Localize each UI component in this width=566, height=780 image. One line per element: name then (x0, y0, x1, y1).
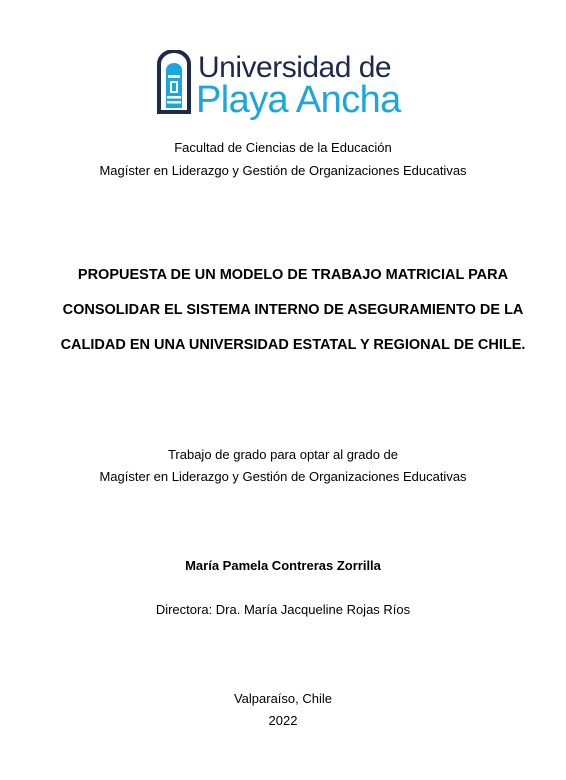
place: Valparaíso, Chile (233, 691, 333, 706)
program-name: Magíster en Liderazgo y Gestión de Organizaciones Educativas (99, 163, 467, 178)
thesis-title: PROPUESTA DE UN MODELO DE TRABAJO MATRICIAL PARA CONSOLIDAR EL SISTEMA INTERNO DE ASEGURAMIENTO DE LA CALIDAD EN UNA UNIVERSIDAD ESTATAL Y REGIONAL DE CHILE. (60, 267, 526, 353)
director-name: Directora: Dra. María Jacqueline Rojas Ríos (155, 602, 411, 617)
lighthouse-emblem-icon (155, 50, 193, 116)
logo-university-text: Universidad de (198, 51, 392, 84)
faculty-name: Facultad de Ciencias de la Educación (174, 140, 392, 155)
university-logo (155, 50, 415, 120)
logo-playa-ancha-text: Playa Ancha (196, 79, 401, 121)
degree-purpose: Trabajo de grado para optar al grado de (167, 447, 399, 462)
year: 2022 (268, 713, 298, 728)
degree-program: Magíster en Liderazgo y Gestión de Organizaciones Educativas (99, 469, 467, 484)
author-name: María Pamela Contreras Zorrilla (185, 558, 381, 573)
